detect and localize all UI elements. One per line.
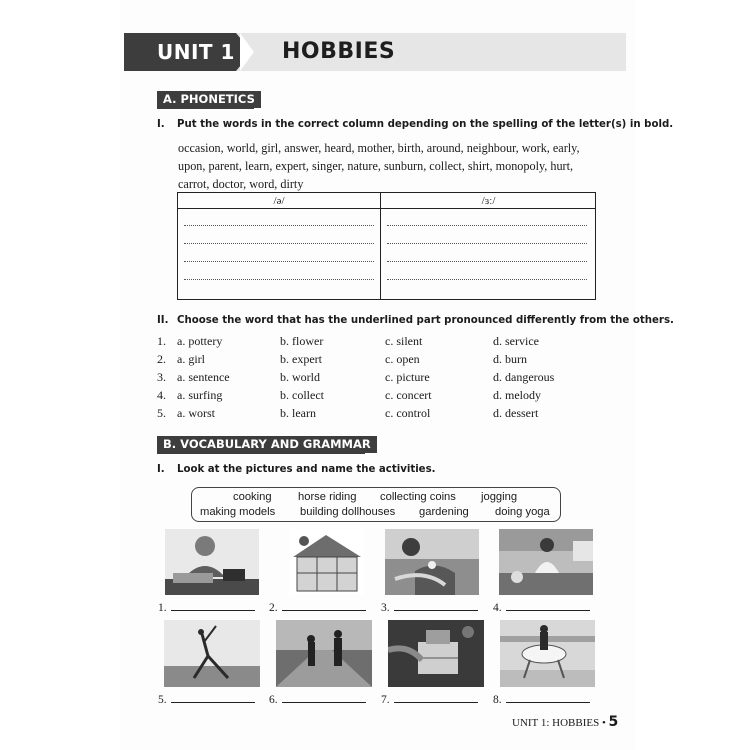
answer-blank[interactable]: [171, 692, 255, 703]
photo-collecting-coins: [388, 620, 484, 687]
caption-number: 6.: [269, 694, 278, 706]
footer-text: UNIT 1: HOBBIES •: [512, 717, 606, 729]
page-footer: [512, 714, 618, 730]
answer-line[interactable]: [184, 261, 374, 262]
word-box-item: doing yoga: [495, 506, 550, 518]
vocab-ex1-number: I.: [157, 464, 165, 475]
option-b[interactable]: b. world: [280, 370, 320, 384]
caption-number: 1.: [158, 602, 167, 614]
option-b[interactable]: b. flower: [280, 334, 324, 348]
option-c[interactable]: c. silent: [385, 334, 423, 348]
question-row: [157, 386, 627, 404]
phonetics-table: [177, 192, 596, 300]
answer-line[interactable]: [184, 225, 374, 226]
photo-gardening: [385, 529, 479, 595]
caption-1: [158, 600, 255, 614]
ex1-number: I.: [157, 119, 165, 130]
section-a-underline: [157, 107, 254, 109]
page-number: 5: [608, 714, 619, 730]
answer-blank[interactable]: [282, 600, 366, 611]
caption-4: [493, 600, 590, 614]
caption-number: 4.: [493, 602, 502, 614]
vocab-ex1-instruction-text: Look at the pictures and name the activities.: [177, 464, 436, 475]
answer-blank[interactable]: [506, 692, 590, 703]
caption-7: [381, 692, 478, 706]
option-d[interactable]: d. dessert: [493, 406, 539, 420]
caption-number: 8.: [493, 694, 502, 706]
option-a[interactable]: a. sentence: [177, 370, 230, 384]
word-box-item: cooking: [233, 491, 272, 503]
word-box-item: jogging: [481, 491, 518, 503]
option-d[interactable]: d. dangerous: [493, 370, 555, 384]
ex1-word-list: occasion, world, girl, answer, heard, mother, birth, around, neighbour, work, early, upon, parent, learn, expert, singer, nature, sunburn, collect, shirt, monopoly, hurt, carrot, doctor, word, dirty: [178, 141, 580, 191]
option-a[interactable]: a. girl: [177, 352, 205, 366]
word-box-item: collecting coins: [380, 491, 456, 503]
answer-line[interactable]: [387, 261, 587, 262]
option-d[interactable]: d. burn: [493, 352, 527, 366]
question-number: 2.: [157, 352, 166, 366]
caption-3: [381, 600, 478, 614]
option-a[interactable]: a. pottery: [177, 334, 223, 348]
question-number: 4.: [157, 388, 166, 402]
ex2-number: II.: [157, 315, 169, 326]
question-number: 5.: [157, 406, 166, 420]
option-c[interactable]: c. open: [385, 352, 420, 366]
option-a[interactable]: a. surfing: [177, 388, 223, 402]
caption-number: 3.: [381, 602, 390, 614]
option-b[interactable]: b. expert: [280, 352, 322, 366]
caption-6: [269, 692, 366, 706]
activity-word-box: [191, 487, 561, 522]
answer-line[interactable]: [184, 243, 374, 244]
answer-blank[interactable]: [506, 600, 590, 611]
answer-line[interactable]: [184, 279, 374, 280]
question-row: [157, 332, 627, 350]
column-header-schwa: /ə/: [273, 195, 285, 207]
question-row: [157, 404, 627, 422]
caption-8: [493, 692, 590, 706]
vocab-ex1-instruction: [157, 464, 436, 475]
caption-number: 2.: [269, 602, 278, 614]
banner-arrow-gap: [240, 33, 254, 71]
section-a-heading: A. PHONETICS: [157, 91, 261, 108]
answer-blank[interactable]: [394, 600, 478, 611]
question-number: 3.: [157, 370, 166, 384]
answer-line[interactable]: [387, 243, 587, 244]
option-b[interactable]: b. learn: [280, 406, 316, 420]
question-number: 1.: [157, 334, 166, 348]
photo-boy-models: [165, 529, 259, 595]
answer-line[interactable]: [387, 225, 587, 226]
answer-blank[interactable]: [282, 692, 366, 703]
ex1-instruction: [157, 119, 673, 130]
option-c[interactable]: c. concert: [385, 388, 432, 402]
caption-number: 5.: [158, 694, 167, 706]
option-d[interactable]: d. service: [493, 334, 539, 348]
ex2-instruction-text: Choose the word that has the underlined part pronounced differently from the others.: [177, 315, 674, 326]
word-box-item: making models: [200, 506, 276, 518]
question-row: [157, 368, 627, 386]
photo-dollhouse: [289, 529, 364, 595]
ex1-instruction-text: Put the words in the correct column depending on the spelling of the letter(s) in bold.: [177, 119, 674, 130]
ex2-instruction: [157, 315, 674, 326]
word-box-item: horse riding: [298, 491, 357, 503]
option-b[interactable]: b. collect: [280, 388, 324, 402]
caption-2: [269, 600, 366, 614]
unit-title: HOBBIES: [282, 39, 396, 64]
photo-jogging: [276, 620, 372, 687]
caption-5: [158, 692, 255, 706]
caption-number: 7.: [381, 694, 390, 706]
answer-line[interactable]: [387, 279, 587, 280]
option-a[interactable]: a. worst: [177, 406, 215, 420]
question-row: [157, 350, 627, 368]
option-d[interactable]: d. melody: [493, 388, 541, 402]
word-box-item: gardening: [419, 506, 469, 518]
column-header-er: /ɜː/: [481, 195, 496, 207]
word-box-item: building dollhouses: [300, 506, 396, 518]
answer-blank[interactable]: [394, 692, 478, 703]
unit-label: UNIT 1: [124, 33, 236, 71]
photo-horse-riding: [500, 620, 595, 687]
section-b-heading: B. VOCABULARY AND GRAMMAR: [157, 436, 377, 453]
option-c[interactable]: c. picture: [385, 370, 430, 384]
section-b-underline: [157, 452, 365, 454]
option-c[interactable]: c. control: [385, 406, 431, 420]
answer-blank[interactable]: [171, 600, 255, 611]
photo-yoga: [164, 620, 260, 687]
photo-cooking: [499, 529, 593, 595]
